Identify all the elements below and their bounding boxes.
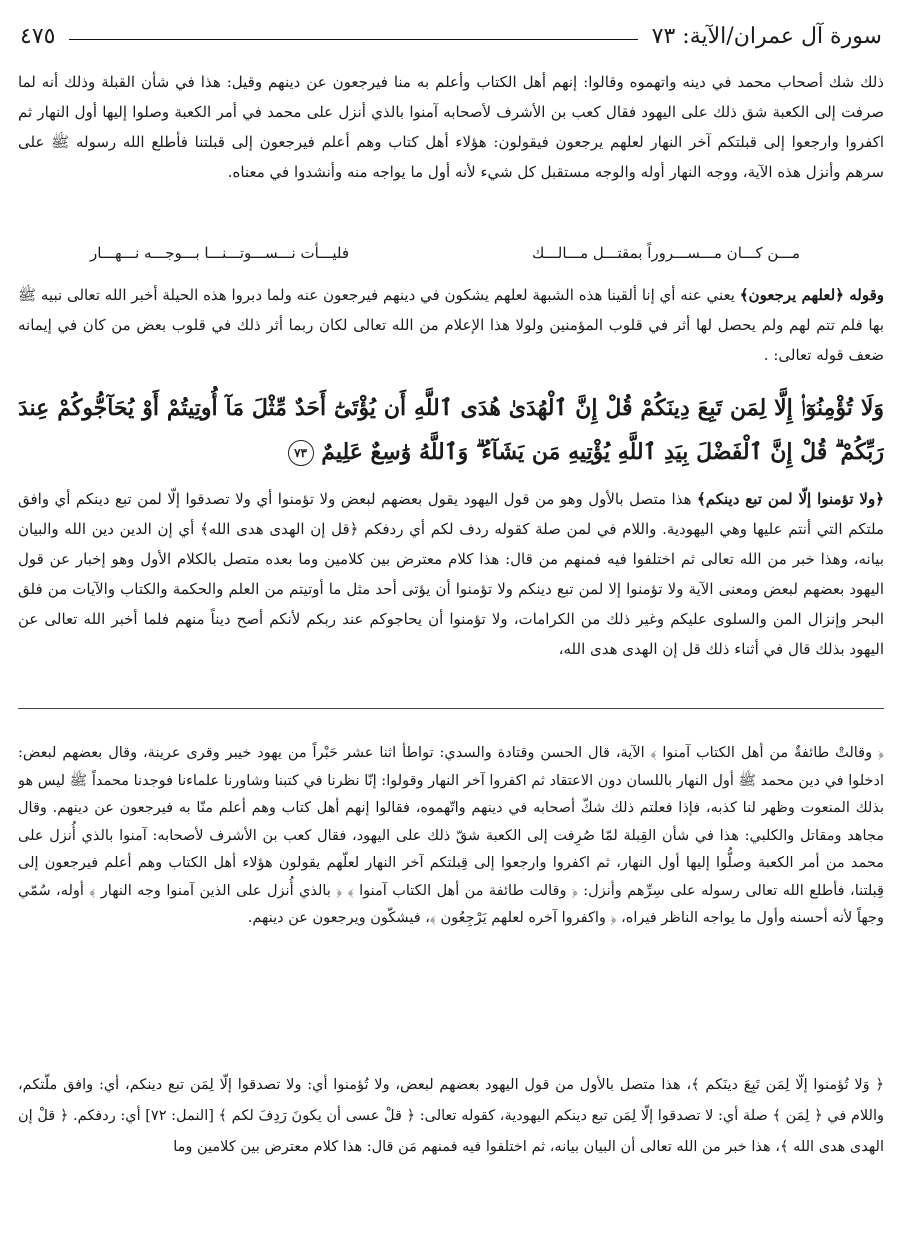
header-rule bbox=[69, 39, 637, 40]
second-paragraph bbox=[18, 280, 884, 372]
footnote-block bbox=[18, 740, 884, 1025]
verse-number-icon: ٧٣ bbox=[288, 440, 314, 466]
poem-verse bbox=[90, 238, 800, 268]
paragraph-text: ذلك شك أصحاب محمد في دينه واتهموه وقالوا: إنهم أهل الكتاب وأعلم به منا فيرجعون عن دينهم وقيل: هذا في شأن القبلة وذلك أنه لما صرفت إلى الكعبة شق ذلك على اليهود فقال كعب بن الأشرف لأصحابه آمنوا بالذي أنزل على محمد في أمر الكعبة وصلوا إليها أول النهار ثم اكفروا وارجعوا إلى قبلتكم آخر النهار لعلهم يرجعون فيقولون: هؤلاء أهل كتاب وهم أعلم فيرجعون إلى قبلتنا فأطلع الله رسوله ﷺ على سرهم وأنزل هذه الآية، ووجه النهار أوله والوجه مستقبل كل شيء لأنه أول ما يواجه منه وأنشدوا في معناه. bbox=[18, 73, 884, 181]
footnote-paragraph: ﴿ وقالتْ طائفةٌ من أهل الكتاب آمنوا ﴾ الآية، قال الحسن وقتادة والسدي: تواطأ اثنا عشر حَبْراً من يهود خيبر وقرى عرينة، وقال بعضهم لبعض: ادخلوا في دين محمد ﷺ أول النهار باللسان دون الاعتقاد ثم اكفروا آخر النهار وقولوا: إنّا نظرنا في كتبنا وشاورنا علماءنا فوجدنا محمداً ﷺ ليس هو بذلك المنعوت وظهر لنا كذبه، فإذا فعلتم ذلك شكّ أصحابه في دينهم واتّهموه، فقالوا إنهم أهل كتاب وهم أعلم منّا به فيرجعون عن دينهم. وقال مجاهد ومقاتل والكلبي: هذا في شأن القِبلة لمّا صُرِفت إلى الكعبة شقّ ذلك على اليهود، فقال كعب بن الأشرف لأصحابه: آمنوا بالذي أُنزل على محمد من أمر الكعبة وصلُّوا إليها أول النهار، ثم اكفروا وارجعوا إلى قِبلتكم آخر النهار لعلّهم يقولون هؤلاء أهل الكتاب وهم أعلم فيرجعون إلى قِبلتنا، فأطلع الله تعالى رسوله على سِرِّهم وأنزل: ﴿ وقالت طائفة من أهل الكتاب آمنوا ﴾ ﴿ بالذي أُنزل على الذين آمنوا وجه النهار ﴾ أوله، سُمّي وجهاً لأنه أحسنه وأول ما يواجه الناظر فيراه، ﴿ واكفروا آخره لعلهم يَرْجِعُون ﴾، فيشكّون ويرجعون عن دينهم. bbox=[18, 745, 884, 926]
commentary-block bbox=[18, 484, 884, 706]
surah-title: سورة آل عمران/الآية: ٧٣ bbox=[651, 23, 882, 49]
footnote-block-2 bbox=[18, 1070, 884, 1255]
paragraph-body: يعني عنه أي إنا ألقينا هذه الشبهة لعلهم يشكون في دينهم فيرجعون عنه ولما دبروا هذه الحيلة أخبر الله تعالى نبيه ﷺ بها فلم تتم لهم ولم يحصل لها أثر في قلوب المؤمنين ولولا هذا الإعلام من الله تعالى لكان ربما أثر ذلك في قلوب بعض من كان في إيمانه ضعف قوله تعالى: . bbox=[18, 286, 884, 364]
paragraph-text bbox=[18, 280, 884, 370]
footnote-paragraph: ﴿ وَلا تُؤمنوا إلّا لِمَن تَبِعَ دينَكم ﴾، هذا متصل بالأول من قول اليهود بعضهم لبعض، ولا تُؤمنوا أي: ولا تصدقوا إلّا لِمَن تبع دينكم، أي: وافق ملّتكم، واللام في ﴿ لِمَن ﴾ صلة أي: لا تصدقوا إلّا لِمَن تبع دينكم اليهودية، كقوله تعالى: ﴿ قلْ عسى أن يكونَ رَدِفَ لكم ﴾ [النمل: ٧٢] أي: ردفكم. ﴿ قلْ إن الهدى هدى الله ﴾، هذا خبر من الله تعالى أن البيان بيانه، ثم اختلفوا فيه فمنهم مَن قال: هذا كلام معترض بين كلامين وما bbox=[18, 1077, 884, 1155]
poem-hemistich-second: فليـــأت نـــســـوتـــنـــا بـــوجـــه نـــهـــار bbox=[90, 244, 350, 262]
verse-text: وَلَا تُؤْمِنُوٓا۟ إِلَّا لِمَن تَبِعَ دِينَكُمْ قُلْ إِنَّ ٱلْهُدَىٰ هُدَى ٱللَّهِ أَن يُؤْتَىٰٓ أَحَدٌ مِّثْلَ مَآ أُوتِيتُمْ أَوْ يُحَآجُّوكُمْ عِندَ رَبِّكُمْ ۗ قُلْ إِنَّ ٱلْفَضْلَ بِيَدِ ٱللَّهِ يُؤْتِيهِ مَن يَشَآءُ ۗ وَٱللَّهُ وَٰسِعٌ عَلِيمٌ bbox=[18, 395, 884, 465]
top-paragraph bbox=[18, 67, 884, 232]
paragraph-body: هذا متصل بالأول وهو من قول اليهود يقول بعضهم لبعض ولا تؤمنوا أي ولا تصدقوا إلّا لمن تبع دينكم أي وافق ملتكم التي أنتم عليها وهي اليهودية. واللام في لمن صلة كقوله ردف لكم أي ردفكم ﴿قل إن الهدى هدى الله﴾ أي إن الدين دين الله والبيان بيانه، وهذا خبر من الله تعالى ثم اختلفوا فيه فمنهم من قال: هذا كلام معترض بين كلامين وما بعده متصل بالكلام الأول وهو إخبار عن قول اليهود بعضهم لبعض ومعنى الآية ولا تؤمنوا إلا لمن تبع دينكم ولا تؤمنوا أن يؤتى أحد مثل ما أوتيتم من العلم والحكمة والكتاب والآيات من فلق البحر وإنزال المن والسلوى عليكم وغير ذلك من الكرامات، ولا تؤمنوا أن يحاجوكم عند ربكم لأنكم أصح ديناً منهم فلما أخبر الله تعالى عن اليهود بذلك قال في أثناء ذلك قل إن الهدى هدى الله، bbox=[18, 490, 884, 658]
quoted-phrase: وقوله ﴿لعلهم يرجعون﴾ bbox=[739, 286, 884, 304]
quoted-phrase: ﴿ولا تؤمنوا إلّا لمن تبع دينكم﴾ bbox=[696, 490, 884, 508]
poem-hemistich-first: مـــن كـــان مـــســـروراً بمقتـــل مـــالـــك bbox=[531, 244, 800, 262]
footnote-separator bbox=[18, 708, 884, 709]
page-header bbox=[20, 18, 882, 54]
paragraph-text bbox=[18, 484, 884, 664]
page-number: ٤٧٥ bbox=[20, 23, 56, 49]
quran-verse bbox=[18, 386, 884, 474]
